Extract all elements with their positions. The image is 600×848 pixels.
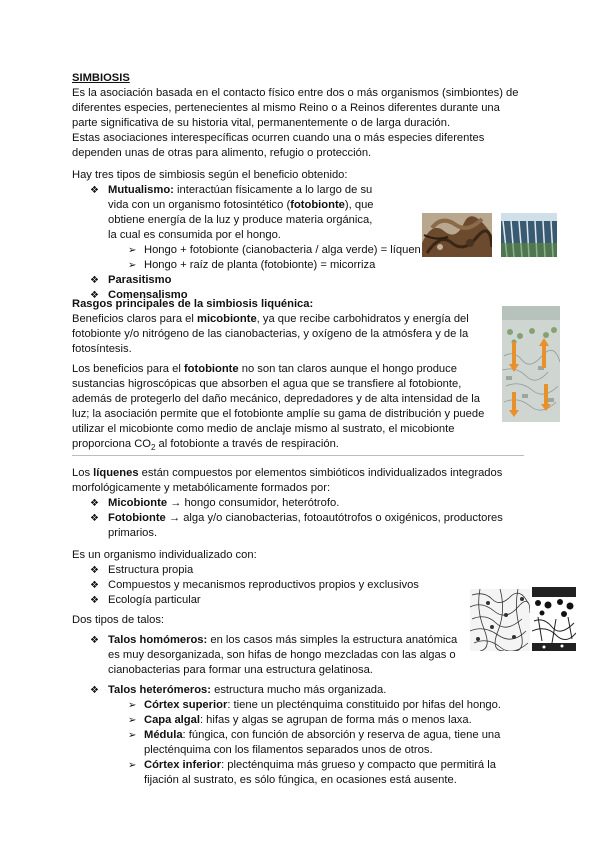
types-intro: Hay tres tipos de simbiosis según el beneficio obtenido:	[72, 169, 348, 181]
parasitismo-label: Parasitismo	[108, 274, 172, 286]
heteromeros-label: Talos heterómeros:	[108, 684, 211, 696]
list-item-cortex-inferior	[108, 758, 524, 788]
mutualismo-text-end: ), que obtiene energía de la luz y produce materia orgánica, la cual es consumida por el hongo.	[108, 199, 374, 241]
p2-text: Los beneficios para el	[72, 363, 184, 375]
organism-intro: Es un organismo individualizado con:	[72, 549, 257, 561]
section-title-simbiosis: SIMBIOSIS	[72, 72, 130, 84]
org-item-text: Compuestos y mecanismos reproductivos propios y exclusivos	[108, 579, 419, 591]
liquen-formula: Hongo + fotobionte (cianobacteria / alga verde) = líquen	[144, 244, 421, 256]
lichen-composition-section	[72, 466, 524, 788]
definition-paragraph: Es la asociación basada en el contacto físico entre dos o más organismos (simbiontes) de diferentes especies, pertenecientes al mismo Reino o a Reinos diferentes durante una parte significativa de su historia vital, permanentemente o de larga duración.	[72, 87, 519, 129]
diamond-bullet-icon: ❖	[90, 565, 99, 576]
mycorrhiza-photo	[501, 213, 557, 257]
lichen-photo	[422, 213, 492, 257]
list-item-medula	[108, 728, 524, 758]
talos-intro: Dos tipos de talos:	[72, 614, 165, 626]
org-item-text: Estructura propia	[108, 564, 194, 576]
arrow-bullet-icon: ➢	[128, 730, 137, 741]
lichen-composition-paragraph	[72, 466, 524, 496]
p1-text-end: , ya que recibe carbohidratos y energía del fotobionte y/o nitrógeno de las cianobacterias, y oxígeno de la atmósfera y de la fotosíntesis.	[72, 313, 469, 355]
layer-text: : plecténquima más grueso y compacto que permitirá la fijación al sustrato, es sólo fúngica, en ocasiones está ausente.	[144, 759, 496, 786]
micobionte-label: Micobionte	[108, 497, 168, 509]
layer-label: Córtex superior	[144, 699, 228, 711]
p3-text: Los	[72, 467, 94, 479]
photobiont-benefits-paragraph	[72, 362, 492, 452]
heteromerous-thallus-drawing	[532, 587, 576, 651]
heteromeros-text: estructura mucho más organizada.	[211, 684, 387, 696]
interspecific-paragraph: Estas asociaciones interespecíficas ocurren cuando una o más especies diferentes dependen unas de otras para alimento, refugio o protección.	[72, 132, 485, 159]
micorriza-formula: Hongo + raíz de planta (fotobionte) = micorriza	[144, 259, 376, 271]
layer-label: Médula	[144, 729, 183, 741]
layer-label: Capa algal	[144, 714, 200, 726]
list-item-micorriza	[108, 258, 524, 273]
p2-text-mid: no son tan claros aunque el hongo produce sustancias higroscópicas que absorben el agua que se transfiere al fotobionte, además de protegerlo del daño mecánico, depredadores y de alta intensidad de la luz; la asociación permite que el fotobionte amplíe su gama de distribución y puede utilizar el micobionte como medio de anclaje mismo al sustrato, el micobionte proporciona CO	[72, 363, 485, 450]
arrow-bullet-icon: ➢	[128, 260, 137, 271]
section-divider	[72, 455, 524, 456]
org-item-text: Ecología particular	[108, 594, 201, 606]
list-item-heteromeros	[72, 683, 524, 788]
diamond-bullet-icon: ❖	[90, 275, 99, 286]
diamond-bullet-icon: ❖	[90, 498, 99, 509]
diamond-bullet-icon: ❖	[90, 685, 99, 696]
arrow-bullet-icon: ➢	[128, 760, 137, 771]
list-item-fotobionte	[72, 511, 524, 541]
layer-label: Córtex inferior	[144, 759, 222, 771]
p2-text-end: al fotobionte a través de respiración.	[155, 438, 339, 450]
homomeros-label: Talos homómeros:	[108, 634, 208, 646]
homomeros-text: en los casos más simples la estructura anatómica es muy desorganizada, son hifas de hongo mezcladas con las algas o cianobacterias para formar una estructura gelatinosa.	[108, 634, 458, 676]
homomerous-thallus-drawing	[470, 589, 530, 651]
lichen-traits-section	[72, 297, 492, 452]
diamond-bullet-icon: ❖	[90, 580, 99, 591]
fotobionte-label: Fotobionte	[108, 512, 166, 524]
lichen-cross-section-micrograph	[502, 306, 560, 422]
list-item-capa-algal	[108, 713, 524, 728]
micobionte-text: → hongo consumidor, heterótrofo.	[167, 497, 340, 509]
micobionte-bold: micobionte	[197, 313, 257, 325]
list-item-ecology	[72, 593, 524, 608]
layer-text: : fúngica, con función de absorción y reserva de agua, tiene una plecténquima con los filamentos separados unos de otros.	[144, 729, 501, 756]
co2-subscript: 2	[150, 443, 156, 453]
comensalismo-label: Comensalismo	[108, 289, 188, 301]
fotobionte-bold: fotobionte	[183, 363, 239, 375]
fotobionte-text: → alga y/o cianobacterias, fotoautótrofos o oxigénicos, productores primarios.	[108, 512, 503, 539]
diamond-bullet-icon: ❖	[90, 185, 99, 196]
layer-text: : tiene un plecténquima constituido por hifas del hongo.	[227, 699, 501, 711]
list-item-reproduction	[72, 578, 524, 593]
p3-text-end: están compuestos por elementos simbióticos individualizados integrados morfológicamente y metabólicamente formados por:	[72, 467, 503, 494]
list-item-structure	[72, 563, 524, 578]
fotobionte-bold: fotobionte	[290, 199, 345, 211]
mutualismo-label: Mutualismo:	[108, 184, 174, 196]
list-item-homomeros	[72, 633, 524, 678]
arrow-bullet-icon: ➢	[128, 245, 137, 256]
list-item-micobionte	[72, 496, 524, 511]
diamond-bullet-icon: ❖	[90, 635, 99, 646]
p1-text: Beneficios claros para el	[72, 313, 197, 325]
list-item-cortex-superior	[108, 698, 524, 713]
mutualismo-text: interactúan físicamente a lo largo de su vida con un organismo fotosintético (	[108, 184, 373, 211]
simbiosis-section	[72, 71, 524, 303]
diamond-bullet-icon: ❖	[90, 595, 99, 606]
layer-text: : hifas y algas se agrupan de forma más o menos laxa.	[199, 714, 472, 726]
section-title-rasgos: Rasgos principales de la simbiosis liquénica:	[72, 298, 314, 310]
diamond-bullet-icon: ❖	[90, 290, 99, 301]
list-item-parasitismo	[72, 273, 524, 288]
liquenes-bold: líquenes	[93, 467, 139, 479]
diamond-bullet-icon: ❖	[90, 513, 99, 524]
arrow-bullet-icon: ➢	[128, 700, 137, 711]
arrow-bullet-icon: ➢	[128, 715, 137, 726]
mycobiont-benefits-paragraph	[72, 312, 492, 357]
